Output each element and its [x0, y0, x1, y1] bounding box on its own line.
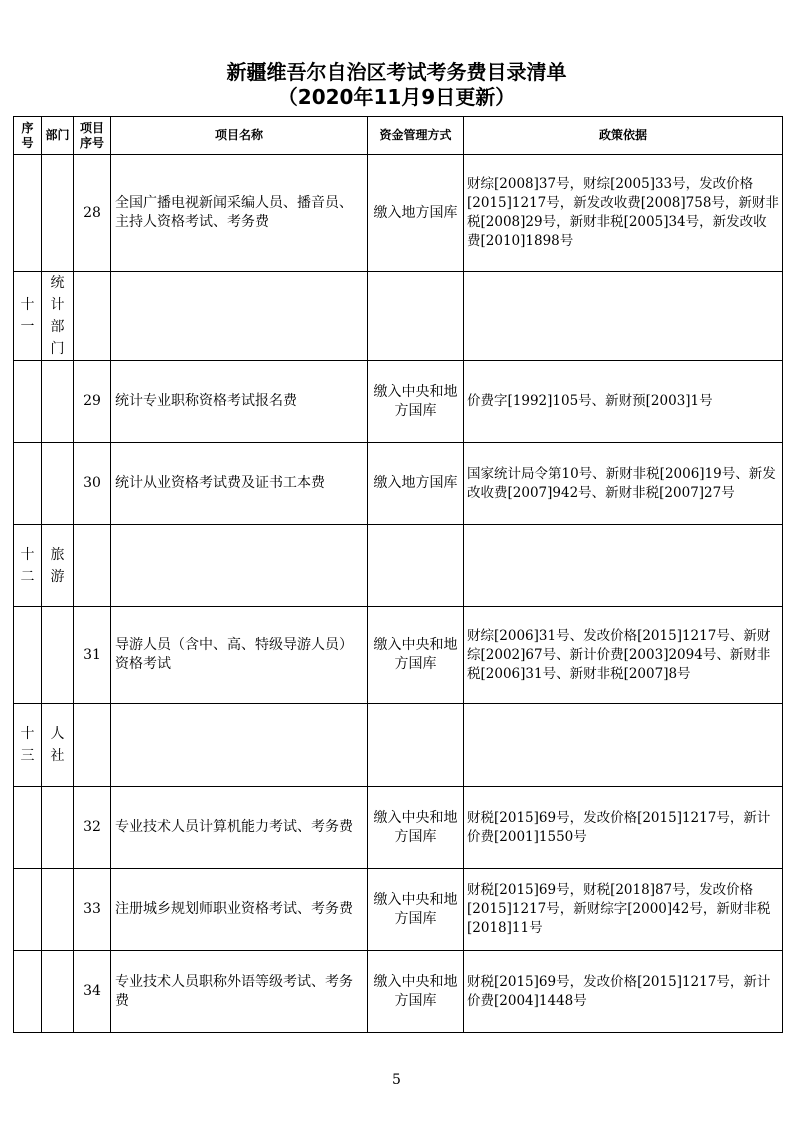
item-name-cell	[111, 704, 368, 787]
item-name-cell-text: 导游人员（含中、高、特级导游人员）资格考试	[115, 637, 353, 672]
item-name-cell	[111, 869, 368, 951]
item-name-cell	[111, 951, 368, 1033]
table-row	[14, 704, 783, 787]
table-row	[14, 272, 783, 361]
item-number-cell	[74, 607, 111, 704]
fund-management-cell-text: 缴入地方国库	[373, 204, 458, 221]
section-number-cell	[14, 704, 42, 787]
item-name-cell	[111, 361, 368, 443]
item-name-cell	[111, 787, 368, 869]
policy-basis-cell	[464, 361, 783, 443]
fund-management-cell	[368, 155, 464, 272]
section-number-cell-text: 十一	[20, 297, 35, 335]
policy-basis-cell-text: 财税[2015]69号，发改价格[2015]1217号，新计价费[2001]1550号	[467, 809, 771, 845]
item-number-cell-text: 33	[83, 901, 101, 917]
item-number-cell-text: 29	[83, 393, 101, 409]
item-number-cell	[74, 525, 111, 607]
policy-basis-cell	[464, 704, 783, 787]
section-number-cell	[14, 607, 42, 704]
department-cell	[42, 787, 74, 869]
department-cell	[42, 272, 74, 361]
section-number-cell	[14, 525, 42, 607]
policy-basis-cell-text: 价费字[1992]105号、新财预[2003]1号	[467, 393, 713, 409]
policy-basis-cell-text: 国家统计局令第10号、新财非税[2006]19号、新发改收费[2007]942号、新财非税[2007]27号	[467, 465, 776, 501]
policy-basis-cell	[464, 787, 783, 869]
fund-management-cell-text: 缴入中央和地方国库	[373, 809, 458, 845]
policy-basis-cell	[464, 607, 783, 704]
item-name-cell	[111, 525, 368, 607]
table-row	[14, 155, 783, 272]
item-number-cell	[74, 787, 111, 869]
department-cell	[42, 869, 74, 951]
fund-management-cell	[368, 704, 464, 787]
item-number-cell	[74, 869, 111, 951]
document-subtitle-date: （2020年11月9日更新）	[277, 85, 516, 109]
table-header-row	[14, 117, 783, 155]
section-number-cell-text: 十三	[20, 726, 35, 764]
item-number-cell-text: 30	[83, 475, 101, 491]
item-name-cell	[111, 443, 368, 525]
item-name-cell-text: 统计专业职称资格考试报名费	[115, 393, 297, 409]
item-number-cell	[74, 361, 111, 443]
department-cell	[42, 525, 74, 607]
header-dept: 部门	[42, 117, 74, 155]
item-number-cell	[74, 704, 111, 787]
policy-basis-cell	[464, 525, 783, 607]
item-number-cell	[74, 155, 111, 272]
item-number-cell	[74, 272, 111, 361]
policy-basis-cell-text: 财税[2015]69号，财税[2018]87号，发改价格[2015]1217号，新财综字[2000]42号，新财非税[2018]11号	[467, 882, 771, 936]
department-cell	[42, 607, 74, 704]
table-row	[14, 869, 783, 951]
item-name-cell-text: 注册城乡规划师职业资格考试、考务费	[115, 901, 353, 917]
item-name-cell	[111, 155, 368, 272]
fund-management-cell-text: 缴入中央和地方国库	[373, 637, 458, 672]
department-cell	[42, 361, 74, 443]
department-cell	[42, 951, 74, 1033]
item-number-cell	[74, 951, 111, 1033]
fee-catalog-table	[13, 116, 783, 1033]
fund-management-cell	[368, 607, 464, 704]
table-row	[14, 361, 783, 443]
policy-basis-cell-text: 财综[2006]31号、发改价格[2015]1217号、新财综[2002]67号、新计价费[2003]2094号、新财非税[2006]31号、新财非税[2007]8号	[467, 627, 771, 682]
table-row	[14, 607, 783, 704]
section-number-cell	[14, 155, 42, 272]
department-cell	[42, 704, 74, 787]
header-item-name: 项目名称	[111, 117, 368, 155]
table-row	[14, 443, 783, 525]
section-number-cell	[14, 443, 42, 525]
section-number-cell-text: 十二	[20, 546, 35, 585]
policy-basis-cell	[464, 869, 783, 951]
policy-basis-cell	[464, 272, 783, 361]
table-row	[14, 787, 783, 869]
section-number-cell	[14, 951, 42, 1033]
header-seq: 序号	[14, 117, 42, 155]
item-number-cell	[74, 443, 111, 525]
policy-basis-cell	[464, 443, 783, 525]
item-name-cell	[111, 607, 368, 704]
document-title: 新疆维吾尔自治区考试考务费目录清单	[226, 60, 567, 84]
department-cell-text: 人社	[50, 726, 65, 764]
item-name-cell-text: 全国广播电视新闻采编人员、播音员、主持人资格考试、考务费	[115, 195, 353, 230]
section-number-cell	[14, 272, 42, 361]
fund-management-cell-text: 缴入地方国库	[373, 475, 458, 491]
item-number-cell-text: 32	[83, 819, 101, 835]
department-cell-text: 统计部门	[50, 275, 65, 357]
item-name-cell-text: 专业技术人员职称外语等级考试、考务费	[115, 973, 353, 1009]
fund-management-cell-text: 缴入中央和地方国库	[373, 891, 458, 927]
table-row	[14, 951, 783, 1033]
section-number-cell	[14, 787, 42, 869]
department-cell	[42, 155, 74, 272]
fund-management-cell-text: 缴入中央和地方国库	[373, 383, 458, 419]
table-row	[14, 525, 783, 607]
fund-management-cell	[368, 443, 464, 525]
page-number: 5	[392, 1072, 401, 1088]
policy-basis-cell	[464, 951, 783, 1033]
item-number-cell-text: 28	[83, 204, 101, 221]
header-policy-basis: 政策依据	[464, 117, 783, 155]
header-fund-management: 资金管理方式	[368, 117, 464, 155]
section-number-cell	[14, 869, 42, 951]
fund-management-cell	[368, 525, 464, 607]
department-cell	[42, 443, 74, 525]
item-name-cell-text: 专业技术人员计算机能力考试、考务费	[115, 819, 353, 835]
section-number-cell	[14, 361, 42, 443]
fund-management-cell	[368, 951, 464, 1033]
fund-management-cell	[368, 361, 464, 443]
item-name-cell-text: 统计从业资格考试费及证书工本费	[115, 475, 325, 491]
department-cell-text: 旅游	[50, 546, 65, 585]
header-item-no: 项目序号	[74, 117, 111, 155]
policy-basis-cell	[464, 155, 783, 272]
item-name-cell	[111, 272, 368, 361]
fund-management-cell-text: 缴入中央和地方国库	[373, 973, 458, 1009]
fund-management-cell	[368, 869, 464, 951]
policy-basis-cell-text: 财税[2015]69号，发改价格[2015]1217号，新计价费[2004]1448号	[467, 973, 771, 1009]
fund-management-cell	[368, 272, 464, 361]
fund-management-cell	[368, 787, 464, 869]
policy-basis-cell-text: 财综[2008]37号，财综[2005]33号，发改价格[2015]1217号，新发改收费[2008]758号，新财非税[2008]29号，新财非税[2005]34号，新发改收费[2010]1898号	[467, 176, 779, 249]
item-number-cell-text: 31	[83, 646, 101, 663]
item-number-cell-text: 34	[83, 983, 101, 999]
